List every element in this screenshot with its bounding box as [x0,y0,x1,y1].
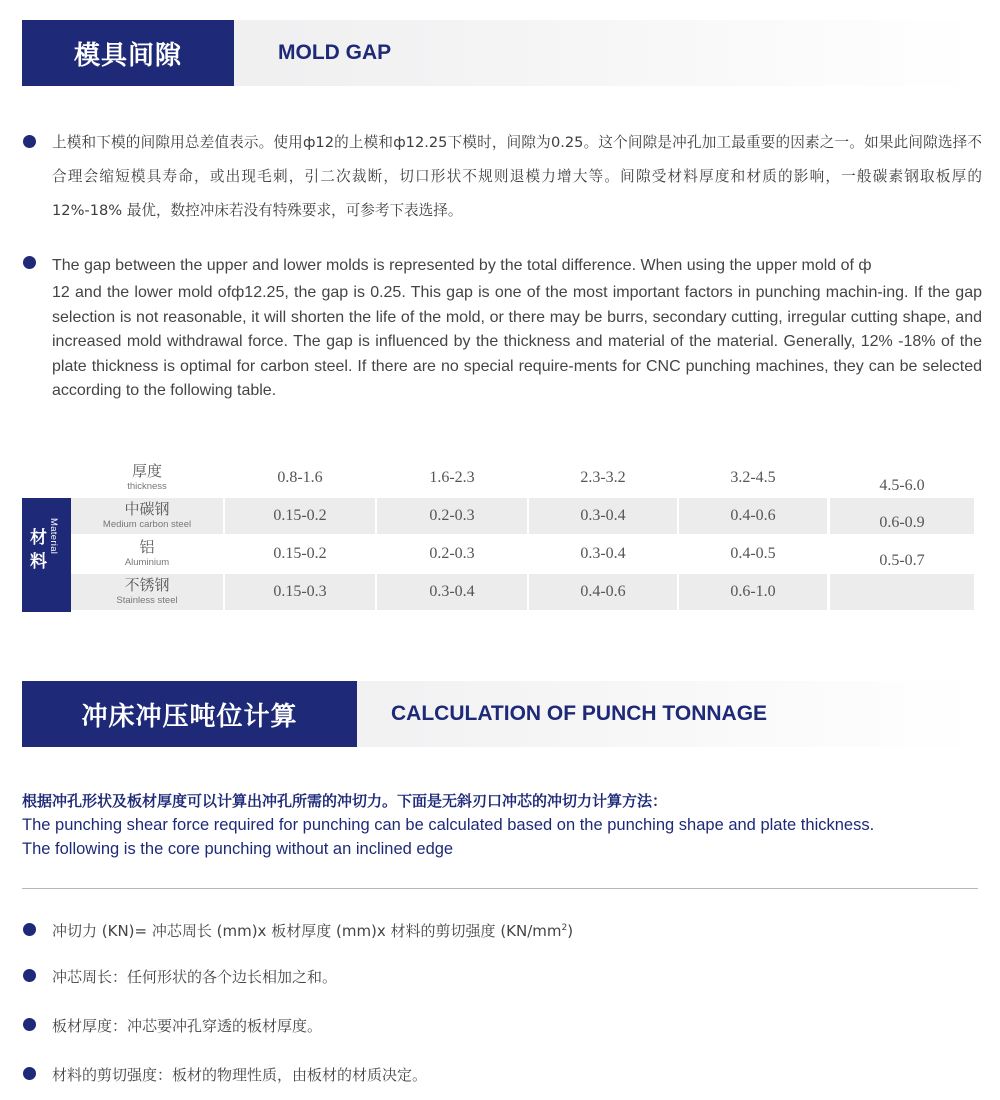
definition-item: 冲芯周长：任何形状的各个边长相加之和。 [52,968,338,986]
mold-gap-title-en: MOLD GAP [278,41,392,64]
material-name-en: Stainless steel [116,595,178,607]
table-header-cell: 4.5-6.0 [879,477,925,494]
punch-tonnage-header [22,681,978,747]
table-header-cell: 2.3-3.2 [580,469,626,486]
mold-gap-header [22,20,978,86]
mold-gap-title-cn: 模具间隙 [22,20,234,86]
table-cell: 0.15-0.2 [225,498,375,534]
mold-gap-paragraph-en-line1: The gap between the upper and lower molds is represented by the total difference. When using the upper mold of ф [52,257,872,274]
formula-superscript: 2 [561,923,568,933]
material-name-cell [71,574,223,610]
table-header-cell: 3.2-4.5 [730,469,776,486]
bullet-dot-icon [23,969,36,982]
intro-en-line2: The following is the core punching without an inclined edge [22,840,454,858]
material-name-cell [71,498,223,534]
thickness-header-cell [71,460,223,496]
section-divider [22,888,978,889]
table-cell: 0.2-0.3 [429,545,475,562]
formula-text: 冲切力 (KN)= 冲芯周长 (mm)x 板材厚度 (mm)x 材料的剪切强度 (KN/mm [52,922,562,940]
punch-tonnage-title-en: CALCULATION OF PUNCH TONNAGE [391,702,768,725]
table-cell: 0.15-0.3 [225,574,375,610]
material-side-label [22,498,71,612]
table-cell: 0.4-0.6 [529,574,677,610]
table-cell: 0.3-0.4 [580,545,626,562]
intro-en-line1: The punching shear force required for punching can be calculated based on the punching shape and plate thickness. [22,816,875,834]
table-cell: 0.6-1.0 [679,574,827,610]
material-label-cn: 材料 [30,528,47,572]
intro-cn: 根据冲孔形状及板材厚度可以计算出冲孔所需的冲切力。下面是无斜刃口冲芯的冲切力计算方法： [22,792,668,810]
table-cell: 0.2-0.3 [377,498,527,534]
material-name-cell [71,536,223,572]
table-cell-value: 0.6-0.9 [879,514,925,531]
table-header-cell: 1.6-2.3 [429,469,475,486]
table-cell-value: 0.5-0.7 [879,552,925,569]
formula-close: ) [567,922,574,940]
table-cell [830,574,974,610]
table-cell: 0.4-0.5 [730,545,776,562]
bullet-dot-icon [23,256,36,269]
bullet-dot-icon [23,1067,36,1080]
definition-item: 板材厚度：冲芯要冲孔穿透的板材厚度。 [52,1017,323,1035]
mold-gap-paragraph-en [52,250,982,404]
bullet-dot-icon [23,1018,36,1031]
mold-gap-table [22,460,982,612]
material-label-en: Material [48,518,59,555]
table-cell [830,536,974,572]
material-name-en: Aluminium [124,557,170,569]
mold-gap-paragraph-en-rest: 12 and the lower mold ofф12.25, the gap is 0.25. This gap is one of the most important factors in punching machin-ing. If the gap selection is not reasonable, it will shorten the life of the mold, or there may be burrs, secondary cutting, irregular cutting shape, and increased mold withdrawal force. The gap is influenced by the thickness and material of the material. Generally, 12% -18% of the plate thickness is optimal for carbon steel. If there are no special require-ments for CNC punching machines, they can be selected according to the following table. [52,284,982,399]
table-header-cell: 0.8-1.6 [277,469,323,486]
table-cell: 0.4-0.6 [679,498,827,534]
bullet-dot-icon [23,135,36,148]
material-name-cn: 铝 [139,538,155,557]
table-cell: 0.3-0.4 [529,498,677,534]
punch-tonnage-intro [22,790,982,861]
table-cell [830,498,974,534]
material-name-en: Medium carbon steel [102,519,192,531]
table-cell: 0.3-0.4 [377,574,527,610]
punch-tonnage-title-cn: 冲床冲压吨位计算 [22,681,357,747]
thickness-label-cn: 厚度 [131,462,162,481]
material-name-cn: 不锈钢 [124,576,170,595]
definition-item: 材料的剪切强度：板材的物理性质，由板材的材质决定。 [52,1066,428,1084]
bullet-dot-icon [23,923,36,936]
table-cell: 0.15-0.2 [273,545,327,562]
mold-gap-paragraph-cn: 上模和下模的间隙用总差值表示。使用ф12的上模和ф12.25下模时，间隙为0.25。这个间隙是冲孔加工最重要的因素之一。如果此间隙选择不合理会缩短模具寿命，或出现毛刺，引二次裁断，切口形状不规则退模力增大等。间隙受材料厚度和材质的影响，一般碳素钢取板厚的 12%-18% 最优，数控冲床若没有特殊要求，可参考下表选择。 [52,134,982,219]
material-name-cn: 中碳钢 [124,500,170,519]
shear-force-formula [52,920,573,941]
thickness-label-en: thickness [127,481,167,493]
